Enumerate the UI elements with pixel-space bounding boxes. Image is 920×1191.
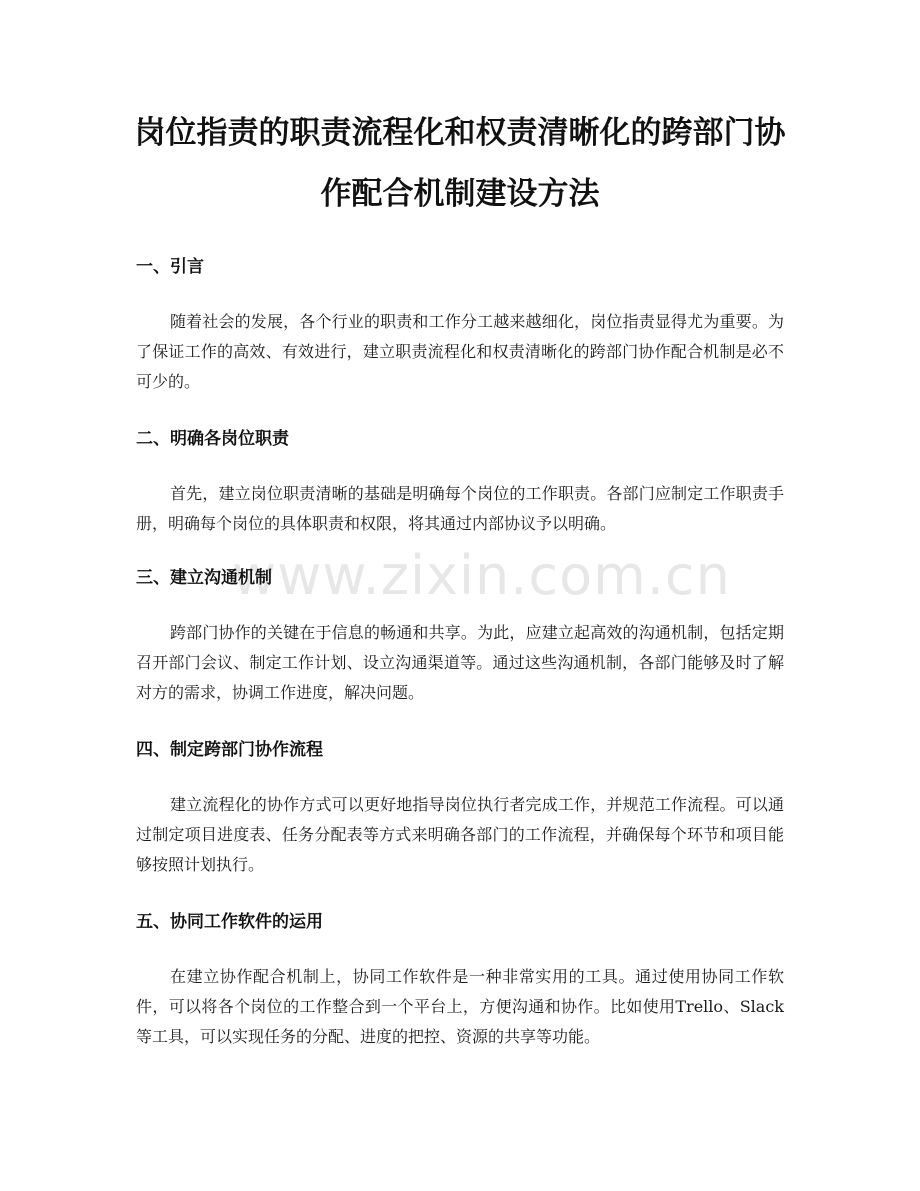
section-paragraph: 在建立协作配合机制上，协同工作软件是一种非常实用的工具。通过使用协同工作软件，可以将各个岗位的工作整合到一个平台上，方便沟通和协作。比如使用Trello、Slack等工具，可以实现任务的分配、进度的把控、资源的共享等功能。 [136, 967, 784, 1046]
section-paragraph: 首先，建立岗位职责清晰的基础是明确每个岗位的工作职责。各部门应制定工作职责手册，明确每个岗位的具体职责和权限，将其通过内部协议予以明确。 [136, 484, 784, 533]
section-heading: 二、明确各岗位职责 [136, 429, 289, 449]
section-collaboration-software [136, 910, 784, 1052]
section-paragraph: 随着社会的发展，各个行业的职责和工作分工越来越细化，岗位指责显得尤为重要。为了保证工作的高效、有效进行，建立职责流程化和权责清晰化的跨部门协作配合机制是必不可少的。 [136, 312, 784, 391]
watermark-text: www.zixin.com.cn [232, 544, 731, 607]
section-define-responsibilities [136, 427, 784, 539]
document-title: 岗位指责的职责流程化和权责清晰化的跨部门协作配合机制建设方法 [134, 115, 786, 212]
section-cross-department-process [136, 738, 784, 880]
section-paragraph: 建立流程化的协作方式可以更好地指导岗位执行者完成工作，并规范工作流程。可以通过制定项目进度表、任务分配表等方式来明确各部门的工作流程，并确保每个环节和项目能够按照计划执行。 [136, 795, 784, 874]
section-introduction [136, 255, 784, 397]
section-paragraph: 跨部门协作的关键在于信息的畅通和共享。为此，应建立起高效的沟通机制，包括定期召开部门会议、制定工作计划、设立沟通渠道等。通过这些沟通机制，各部门能够及时了解对方的需求，协调工作进度，解决问题。 [136, 623, 784, 702]
section-heading: 一、引言 [136, 257, 204, 277]
section-heading: 四、制定跨部门协作流程 [136, 740, 323, 760]
section-heading: 五、协同工作软件的运用 [136, 912, 323, 932]
section-heading: 三、建立沟通机制 [136, 568, 272, 588]
